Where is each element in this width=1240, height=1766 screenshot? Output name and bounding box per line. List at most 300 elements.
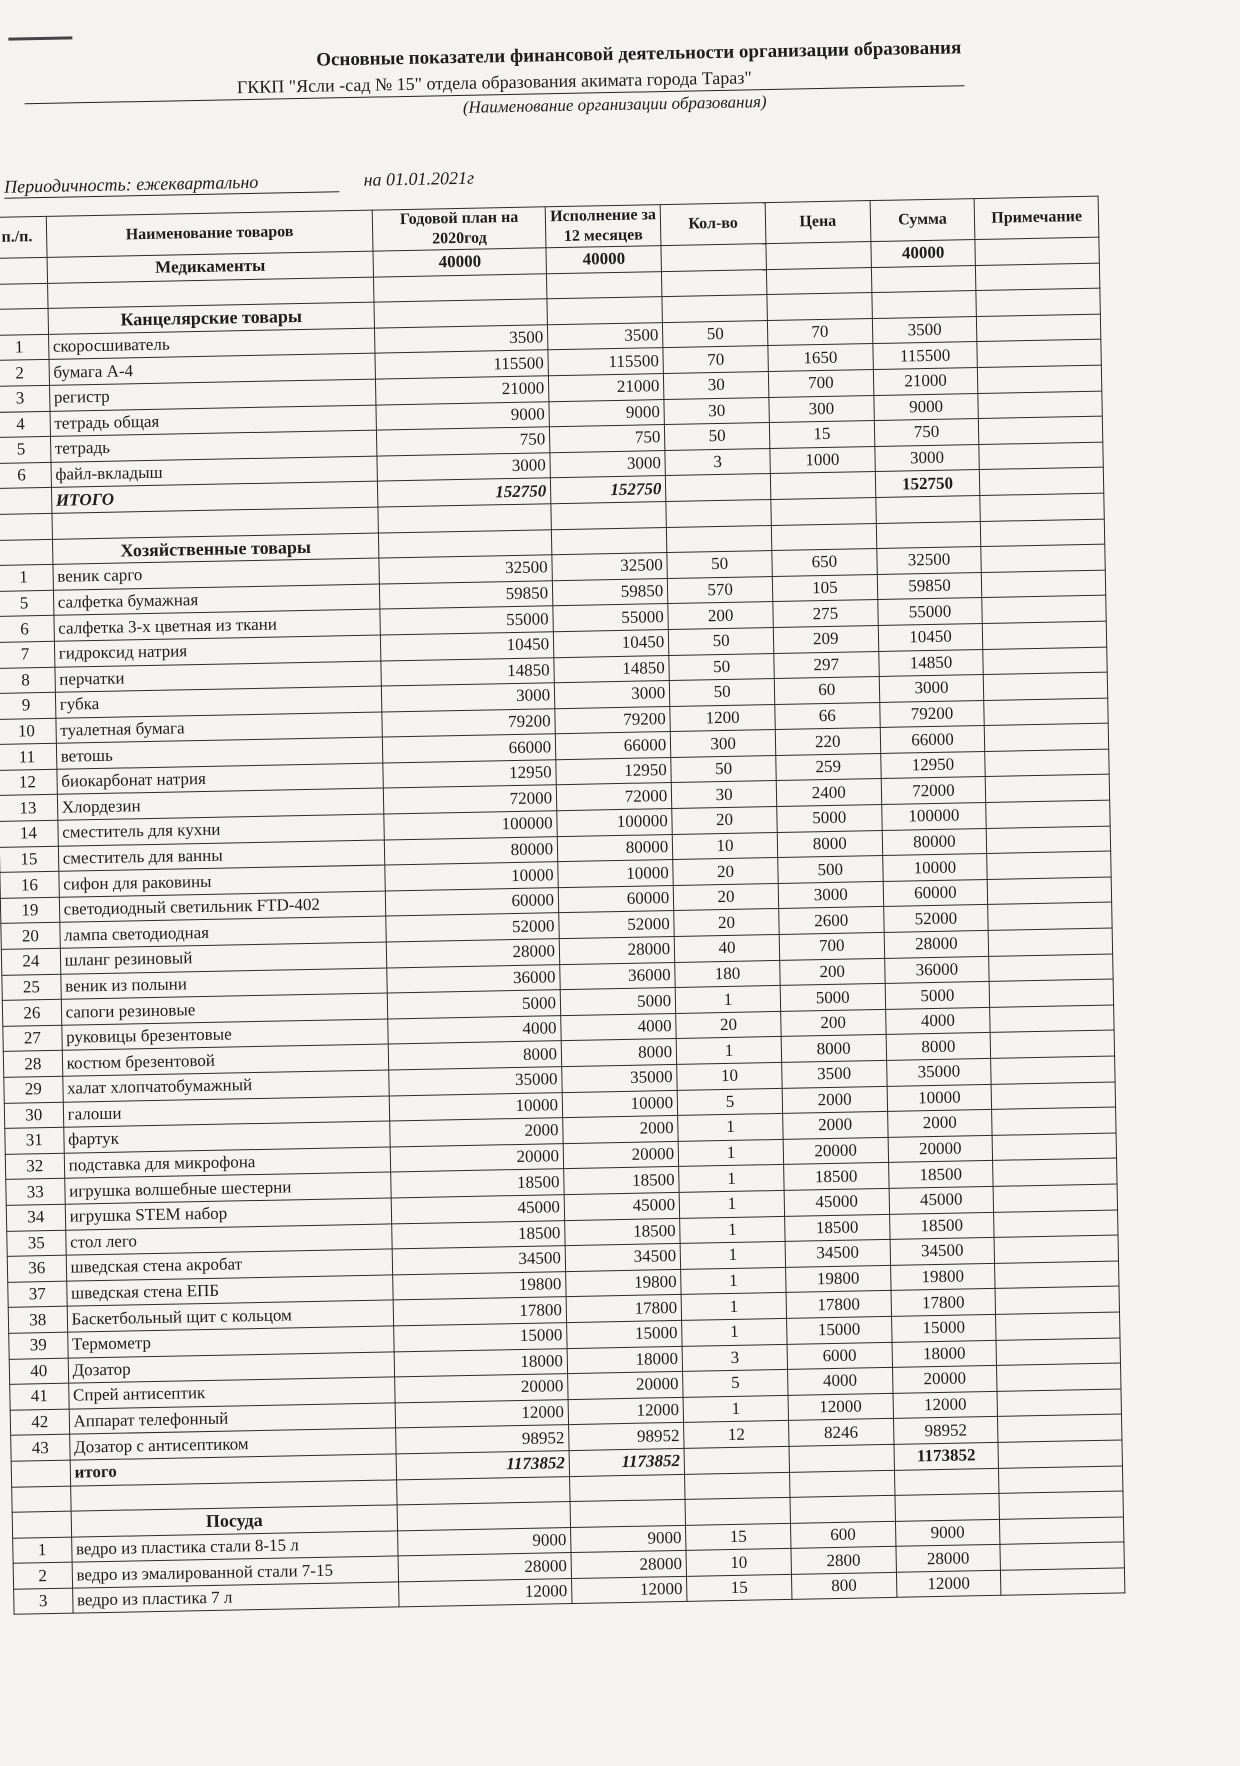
item-plan: 750 (377, 427, 550, 456)
item-plan: 10000 (385, 862, 558, 891)
row-index: 3 (14, 1588, 73, 1615)
item-price: 3500 (782, 1060, 887, 1088)
as-of-date: на 01.01.2021г (363, 167, 475, 190)
item-name: Баскетбольный щит с кольцом (67, 1300, 394, 1332)
row-index: 10 (0, 718, 56, 745)
item-exec: 10000 (562, 1090, 678, 1118)
item-exec: 60000 (558, 885, 674, 913)
row-index: 43 (11, 1434, 70, 1461)
item-note (1001, 1568, 1125, 1596)
item-plan: 45000 (391, 1195, 564, 1224)
item-exec: 18000 (567, 1346, 683, 1374)
row-index: 6 (0, 616, 54, 643)
item-qty: 1 (681, 1293, 786, 1321)
item-price: 2400 (776, 779, 881, 807)
total-sum: 1173852 (894, 1442, 999, 1470)
item-qty: 180 (675, 960, 780, 988)
item-price: 2600 (779, 907, 884, 935)
item-name: галоши (63, 1096, 390, 1128)
item-name: ведро из пластика 7 л (72, 1582, 399, 1614)
col-header-index: п./п. (0, 216, 47, 258)
item-note (991, 1056, 1115, 1084)
item-price: 8000 (777, 830, 882, 858)
row-index: 41 (10, 1383, 69, 1410)
item-qty: 5 (677, 1088, 782, 1116)
item-name: игрушка волшебные шестерни (64, 1172, 391, 1204)
row-index: 39 (9, 1332, 68, 1359)
item-sum: 28000 (884, 930, 989, 958)
item-sum: 12000 (896, 1570, 1001, 1598)
item-sum: 36000 (884, 956, 989, 984)
item-sum: 10000 (882, 854, 987, 882)
item-note (996, 1338, 1120, 1366)
item-exec: 20000 (568, 1372, 684, 1400)
item-sum: 18500 (889, 1212, 994, 1240)
item-price: 2000 (783, 1112, 888, 1140)
item-qty: 15 (687, 1574, 792, 1602)
row-index: 34 (6, 1204, 65, 1231)
item-exec: 52000 (559, 911, 675, 939)
row-index: 29 (4, 1076, 63, 1103)
row-index: 16 (0, 872, 59, 899)
item-plan: 10450 (381, 632, 554, 661)
item-plan: 20000 (391, 1143, 564, 1172)
item-name: сместитель для ванны (58, 840, 385, 872)
item-exec: 35000 (562, 1064, 678, 1092)
item-qty: 40 (674, 934, 779, 962)
item-exec: 12000 (572, 1576, 688, 1604)
item-name: бумага А-4 (49, 353, 376, 385)
item-plan: 2000 (390, 1118, 563, 1147)
item-name: регистр (49, 379, 376, 411)
document-title: Основные показатели финансовой деятельности организации образования (316, 37, 962, 71)
item-sum: 55000 (877, 598, 982, 626)
row-index: 32 (5, 1153, 64, 1180)
item-note (978, 365, 1102, 393)
item-name: стол лего (65, 1223, 392, 1255)
row-index: 28 (3, 1051, 62, 1078)
item-exec: 20000 (563, 1141, 679, 1169)
col-header-name: Наименование товаров (46, 210, 373, 257)
item-price: 8000 (781, 1035, 886, 1063)
row-index: 20 (1, 923, 60, 950)
item-price: 2800 (791, 1547, 896, 1575)
document-header (0, 32, 1225, 127)
total-plan: 152750 (378, 478, 551, 507)
item-plan: 18500 (392, 1220, 565, 1249)
item-sum: 3500 (872, 316, 977, 344)
medications-exec: 40000 (546, 246, 662, 274)
item-note (987, 826, 1111, 854)
item-note (977, 340, 1101, 368)
item-price: 700 (768, 370, 873, 398)
item-exec: 115500 (548, 348, 664, 376)
row-index: 30 (4, 1102, 63, 1129)
item-plan: 9000 (376, 401, 549, 430)
row-index: 33 (6, 1179, 65, 1206)
item-sum: 5000 (885, 982, 990, 1010)
item-exec: 18500 (565, 1218, 681, 1246)
item-sum: 10450 (878, 623, 983, 651)
item-name: сапоги резиновые (61, 993, 388, 1025)
item-note (988, 902, 1112, 930)
item-price: 600 (790, 1521, 895, 1549)
item-exec: 3500 (548, 322, 664, 350)
item-exec: 4000 (561, 1013, 677, 1041)
item-name: руковицы брезентовые (61, 1019, 388, 1051)
item-qty: 1 (682, 1318, 787, 1346)
medications-label: Медикаменты (47, 251, 374, 283)
item-name: шланг резиновый (60, 942, 387, 974)
item-qty: 70 (663, 346, 768, 374)
section-title: Посуда (71, 1505, 398, 1537)
item-plan: 15000 (394, 1323, 567, 1352)
row-index: 11 (0, 744, 57, 771)
item-plan: 18000 (394, 1348, 567, 1377)
item-qty: 1 (679, 1190, 784, 1218)
item-price: 6000 (787, 1342, 892, 1370)
item-note (977, 314, 1101, 342)
col-header-price: Цена (765, 201, 870, 244)
item-exec: 15000 (567, 1320, 683, 1348)
row-index: 37 (8, 1281, 67, 1308)
item-plan: 28000 (398, 1553, 571, 1582)
item-plan: 52000 (386, 913, 559, 942)
item-note (998, 1414, 1122, 1442)
row-index: 3 (0, 385, 50, 412)
item-sum: 21000 (873, 368, 978, 396)
item-note (983, 647, 1107, 675)
item-plan: 12000 (399, 1578, 572, 1607)
item-price: 200 (781, 1009, 886, 1037)
item-qty: 20 (673, 883, 778, 911)
item-plan: 79200 (382, 708, 555, 737)
item-note (979, 416, 1103, 444)
item-price: 15 (769, 421, 874, 449)
item-sum: 28000 (896, 1545, 1001, 1573)
item-price: 18500 (785, 1214, 890, 1242)
row-index: 6 (0, 462, 51, 489)
item-name: Термометр (67, 1326, 394, 1358)
item-sum: 17800 (891, 1289, 996, 1317)
item-note (996, 1312, 1120, 1340)
item-exec: 80000 (557, 834, 673, 862)
item-name: Спрей антисептик (68, 1377, 395, 1409)
item-note (990, 1005, 1114, 1033)
item-sum: 18500 (888, 1161, 993, 1189)
row-index: 8 (0, 667, 55, 694)
item-note (982, 595, 1106, 623)
item-name: костюм брезентовой (62, 1044, 389, 1076)
item-exec: 17800 (566, 1295, 682, 1323)
row-index: 5 (0, 590, 54, 617)
item-exec: 19800 (566, 1269, 682, 1297)
row-index: 35 (7, 1230, 66, 1257)
item-qty: 300 (671, 730, 776, 758)
item-note (990, 1030, 1114, 1058)
row-index: 7 (0, 641, 55, 668)
item-plan: 100000 (384, 811, 557, 840)
row-index: 27 (3, 1025, 62, 1052)
item-sum: 10000 (887, 1084, 992, 1112)
item-note (997, 1389, 1121, 1417)
item-note (993, 1184, 1117, 1212)
total-label: итого (70, 1454, 397, 1486)
item-plan: 34500 (392, 1246, 565, 1275)
item-note (978, 391, 1102, 419)
item-sum: 14850 (878, 649, 983, 677)
row-index: 31 (5, 1127, 64, 1154)
item-exec: 66000 (555, 732, 671, 760)
item-qty: 1 (678, 1114, 783, 1142)
item-qty: 1 (683, 1395, 788, 1423)
item-name: салфетка бумажная (53, 584, 380, 616)
item-name: Аппарат телефонный (69, 1403, 396, 1435)
item-note (986, 775, 1110, 803)
row-index: 15 (0, 846, 58, 873)
organization-caption: (Наименование организации образования) (462, 92, 767, 117)
item-plan: 66000 (383, 734, 556, 763)
item-price: 19800 (786, 1265, 891, 1293)
item-qty: 20 (674, 909, 779, 937)
item-qty: 200 (668, 602, 773, 630)
item-note (989, 928, 1113, 956)
col-header-plan: Годовой план на 2020год (373, 207, 547, 251)
item-exec: 14850 (554, 655, 670, 683)
item-qty: 50 (670, 679, 775, 707)
total-exec: 1173852 (569, 1448, 685, 1476)
item-exec: 21000 (549, 374, 665, 402)
item-exec: 12000 (568, 1397, 684, 1425)
item-qty: 1 (681, 1267, 786, 1295)
row-index: 14 (0, 820, 58, 847)
item-note (979, 442, 1103, 470)
item-sum: 20000 (888, 1135, 993, 1163)
item-exec: 5000 (560, 988, 676, 1016)
item-sum: 9000 (895, 1519, 1000, 1547)
item-exec: 55000 (553, 604, 669, 632)
item-qty: 30 (664, 372, 769, 400)
item-qty: 1 (676, 1037, 781, 1065)
item-sum: 66000 (880, 726, 985, 754)
item-note (992, 1107, 1116, 1135)
item-qty: 1200 (670, 704, 775, 732)
item-name: Дозатор с антисептиком (69, 1428, 396, 1460)
item-sum: 100000 (881, 803, 986, 831)
item-plan: 115500 (375, 350, 548, 379)
row-index: 12 (0, 769, 57, 796)
item-price: 105 (772, 574, 877, 602)
item-qty: 50 (669, 653, 774, 681)
item-exec: 9000 (571, 1525, 687, 1553)
item-exec: 36000 (560, 962, 676, 990)
item-sum: 72000 (881, 777, 986, 805)
item-name: губка (55, 686, 382, 718)
item-sum: 18000 (892, 1340, 997, 1368)
item-price: 4000 (787, 1367, 892, 1395)
item-note (984, 672, 1108, 700)
item-sum: 45000 (889, 1186, 994, 1214)
item-price: 500 (778, 856, 883, 884)
item-exec: 9000 (549, 399, 665, 427)
item-note (995, 1261, 1119, 1289)
item-name: тетрадь (50, 430, 377, 462)
financial-table (0, 196, 1125, 1616)
item-price: 2000 (782, 1086, 887, 1114)
row-index: 36 (7, 1255, 66, 1282)
item-plan: 10000 (390, 1092, 563, 1121)
item-plan: 59850 (380, 580, 553, 609)
item-exec: 28000 (559, 936, 675, 964)
item-name: сифон для раковины (58, 865, 385, 897)
item-exec: 45000 (564, 1192, 680, 1220)
row-index: 2 (13, 1562, 72, 1589)
item-plan: 4000 (388, 1015, 561, 1044)
item-price: 12000 (788, 1393, 893, 1421)
item-note (986, 800, 1110, 828)
item-name: салфетка 3-х цветная из ткани (54, 609, 381, 641)
medications-plan: 40000 (373, 248, 546, 277)
item-plan: 12000 (395, 1399, 568, 1428)
item-exec: 34500 (565, 1244, 681, 1272)
item-qty: 20 (676, 1011, 781, 1039)
item-sum: 79200 (879, 700, 984, 728)
item-sum: 9000 (874, 393, 979, 421)
scan-mark (8, 36, 72, 40)
item-price: 275 (773, 600, 878, 628)
item-price: 209 (773, 625, 878, 653)
item-qty: 10 (686, 1549, 791, 1577)
item-name: веник из полыни (60, 968, 387, 1000)
item-price: 297 (774, 651, 879, 679)
item-note (991, 1082, 1115, 1110)
item-plan: 60000 (386, 888, 559, 917)
periodicity: Периодичность: ежеквартально (4, 170, 339, 198)
item-price: 66 (775, 702, 880, 730)
item-plan: 72000 (384, 785, 557, 814)
item-qty: 50 (663, 320, 768, 348)
item-price: 220 (775, 728, 880, 756)
item-name: ветошь (56, 737, 383, 769)
item-sum: 15000 (891, 1314, 996, 1342)
item-note (995, 1286, 1119, 1314)
item-qty: 20 (673, 858, 778, 886)
col-header-qty: Кол-во (660, 203, 765, 246)
item-sum: 19800 (890, 1263, 995, 1291)
item-sum: 35000 (886, 1058, 991, 1086)
organization-name: ГККП "Ясли -сад № 15" отдела образования акимата города Тараз" (24, 63, 964, 104)
item-exec: 59850 (552, 578, 668, 606)
col-header-note: Примечание (974, 196, 1098, 239)
row-index: 13 (0, 795, 57, 822)
item-exec: 8000 (561, 1039, 677, 1067)
item-sum: 8000 (886, 1033, 991, 1061)
item-qty: 10 (677, 1062, 782, 1090)
item-exec: 98952 (569, 1423, 685, 1451)
item-price: 800 (791, 1572, 896, 1600)
item-plan: 36000 (387, 964, 560, 993)
item-sum: 4000 (885, 1007, 990, 1035)
item-price: 1000 (770, 446, 875, 474)
item-price: 300 (769, 395, 874, 423)
item-price: 3000 (778, 881, 883, 909)
item-plan: 17800 (393, 1297, 566, 1326)
item-sum: 750 (874, 419, 979, 447)
item-qty: 12 (684, 1421, 789, 1449)
item-note (989, 979, 1113, 1007)
item-sum: 12950 (880, 751, 985, 779)
item-qty: 1 (678, 1139, 783, 1167)
item-name: светодиодный светильник FTD-402 (59, 891, 386, 923)
item-name: фартук (63, 1121, 390, 1153)
item-qty: 1 (680, 1216, 785, 1244)
medications-sum: 40000 (871, 240, 976, 268)
item-plan: 20000 (395, 1374, 568, 1403)
item-price: 650 (772, 549, 877, 577)
item-exec: 100000 (557, 809, 673, 837)
item-sum: 2000 (887, 1110, 992, 1138)
section-title: Хозяйственные товары (52, 533, 379, 565)
total-exec: 152750 (550, 476, 666, 504)
item-exec: 3000 (554, 681, 670, 709)
item-exec: 79200 (555, 706, 671, 734)
row-index: 24 (1, 948, 60, 975)
item-name: игрушка STEM набор (65, 1198, 392, 1230)
item-qty: 20 (672, 807, 777, 835)
item-plan: 35000 (389, 1067, 562, 1096)
item-note (983, 621, 1107, 649)
item-exec: 12950 (556, 757, 672, 785)
item-exec: 2000 (563, 1116, 679, 1144)
item-plan: 9000 (398, 1527, 571, 1556)
row-index: 2 (0, 360, 49, 387)
item-sum: 12000 (893, 1391, 998, 1419)
item-plan: 19800 (393, 1271, 566, 1300)
item-plan: 3500 (375, 325, 548, 354)
item-note (993, 1158, 1117, 1186)
item-note (985, 749, 1109, 777)
item-qty: 15 (686, 1523, 791, 1551)
total-label: ИТОГО (51, 481, 378, 513)
item-plan: 55000 (380, 606, 553, 635)
row-index: 9 (0, 692, 56, 719)
item-exec: 10000 (558, 860, 674, 888)
item-sum: 34500 (890, 1238, 995, 1266)
item-note (989, 954, 1113, 982)
item-price: 17800 (786, 1291, 891, 1319)
item-price: 8246 (788, 1419, 893, 1447)
item-qty: 3 (682, 1344, 787, 1372)
item-sum: 20000 (892, 1365, 997, 1393)
item-note (988, 877, 1112, 905)
item-qty: 3 (665, 448, 770, 476)
item-exec: 10450 (553, 629, 669, 657)
item-note (1000, 1517, 1124, 1545)
item-exec: 28000 (571, 1551, 687, 1579)
item-price: 18500 (784, 1163, 889, 1191)
item-qty: 10 (672, 832, 777, 860)
row-index: 38 (8, 1307, 67, 1334)
item-exec: 72000 (556, 783, 672, 811)
item-plan: 3000 (377, 453, 550, 482)
item-qty: 1 (679, 1165, 784, 1193)
item-sum: 3000 (879, 675, 984, 703)
item-exec: 750 (549, 425, 665, 453)
item-sum: 98952 (893, 1417, 998, 1445)
item-qty: 50 (671, 755, 776, 783)
item-price: 45000 (784, 1188, 889, 1216)
item-name: шведская стена ЕПБ (66, 1275, 393, 1307)
